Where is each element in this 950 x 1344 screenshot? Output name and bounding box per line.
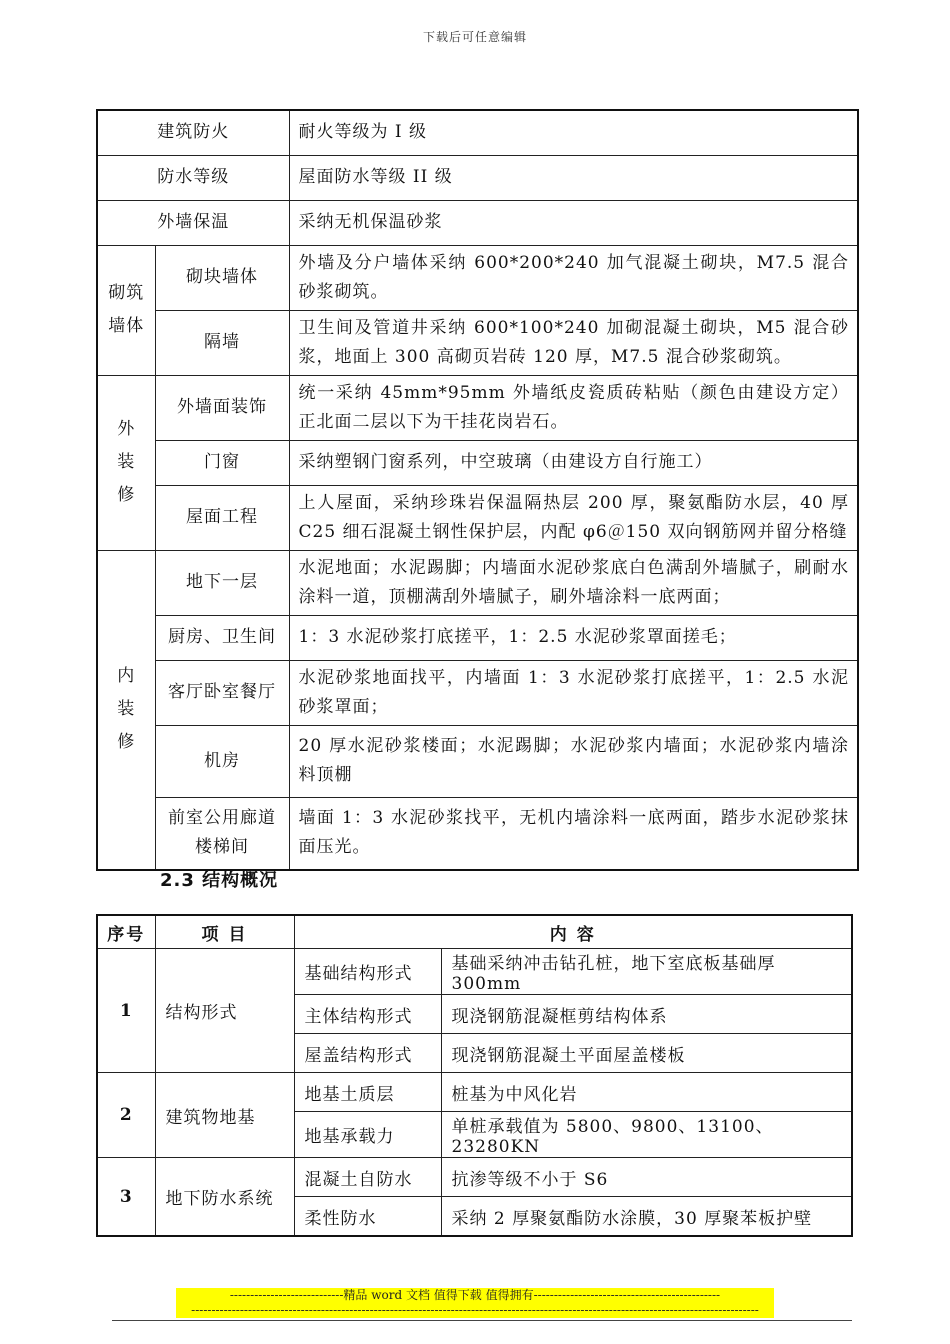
row-sub: 基础结构形式: [294, 949, 441, 995]
table-row: [97, 200, 858, 245]
group-char: 墙体: [108, 316, 145, 336]
row-value: 采纳无机保温砂浆: [289, 200, 858, 245]
row-value: 现浇钢筋混凝土平面屋盖楼板: [441, 1034, 852, 1073]
row-sub: 主体结构形式: [294, 995, 441, 1034]
row-label-line: 楼梯间: [195, 837, 249, 858]
row-value: 上人屋面，采纳珍珠岩保温隔热层 200 厚，聚氨酯防水层，40 厚 C25 细石混凝土钢性保护层，内配 φ6＠150 双向钢筋网并留分格缝: [289, 485, 858, 550]
table-row: [97, 949, 852, 995]
building-spec-table: [96, 109, 859, 871]
group-char: 内: [117, 666, 136, 687]
footer-banner-line1: ----------------------------精品 word 文档 值得下载 值得拥有----------------------------------------------: [176, 1288, 774, 1303]
row-label: 建筑防火: [97, 110, 289, 155]
row-label: 隔墙: [155, 310, 289, 375]
footer-banner-line2: --------------------------------------------------------------------------------------------------------------------------------------------: [176, 1303, 774, 1318]
structure-overview-table: [96, 914, 853, 1237]
row-value: 1：3 水泥砂浆打底搓平，1：2.5 水泥砂浆罩面搓毛；: [289, 615, 858, 660]
table-row: [97, 245, 858, 310]
row-value: 外墙及分户墙体采纳 600*200*240 加气混凝土砌块，M7.5 混合砂浆砌筑。: [289, 245, 858, 310]
row-value: 基础采纳冲击钻孔桩，地下室底板基础厚 300mm: [441, 949, 852, 995]
row-value: 耐火等级为 I 级: [289, 110, 858, 155]
row-sub: 地基承载力: [294, 1112, 441, 1158]
section-title: 2.3 结构概况: [160, 870, 279, 891]
row-label: 门窗: [155, 440, 289, 485]
footer-divider: [112, 1320, 852, 1321]
group-char: 修: [117, 732, 136, 753]
table-row: [97, 110, 858, 155]
table-row: [97, 155, 858, 200]
row-label: 砌块墙体: [155, 245, 289, 310]
row-sub: 混凝土自防水: [294, 1158, 441, 1197]
table-row: [97, 375, 858, 440]
row-label: 机房: [155, 725, 289, 797]
row-label: 客厅卧室餐厅: [155, 660, 289, 725]
row-sub: 屋盖结构形式: [294, 1034, 441, 1073]
row-label: 外墙保温: [97, 200, 289, 245]
group-label-masonry: [97, 245, 155, 375]
table-header-row: [97, 915, 852, 949]
row-label: 防水等级: [97, 155, 289, 200]
row-item: 结构形式: [155, 949, 294, 1073]
table-row: [97, 310, 858, 375]
group-label-exterior: [97, 375, 155, 550]
row-label: 屋面工程: [155, 485, 289, 550]
row-number: 2: [97, 1073, 155, 1158]
row-value: 屋面防水等级 II 级: [289, 155, 858, 200]
row-value: 采纳塑钢门窗系列，中空玻璃（由建设方自行施工）: [289, 440, 858, 485]
group-label-interior: [97, 550, 155, 870]
group-char: 砌筑: [108, 283, 145, 303]
row-value: 卫生间及管道井采纳 600*100*240 加砌混凝土砌块，M5 混合砂浆，地面上 300 高砌页岩砖 120 厚，M7.5 混合砂浆砌筑。: [289, 310, 858, 375]
row-item: 地下防水系统: [155, 1158, 294, 1237]
row-value: 统一采纳 45mm*95mm 外墙纸皮瓷质砖粘贴（颜色由建设方定）正北面二层以下为干挂花岗岩石。: [289, 375, 858, 440]
row-label: 外墙面装饰: [155, 375, 289, 440]
table-row: [97, 797, 858, 870]
row-value: 墙面 1：3 水泥砂浆找平，无机内墙涂料一底两面，踏步水泥砂浆抹面压光。: [289, 797, 858, 870]
row-label: [155, 797, 289, 870]
group-char: 装: [117, 452, 136, 472]
table-row: [97, 1158, 852, 1197]
table-row: [97, 550, 858, 615]
table-row: [97, 615, 858, 660]
row-value: 抗渗等级不小于 S6: [441, 1158, 852, 1197]
row-label-line: 前室公用廊道: [168, 808, 276, 829]
row-value: 水泥砂浆地面找平，内墙面 1：3 水泥砂浆打底搓平，1：2.5 水泥砂浆罩面；: [289, 660, 858, 725]
table-row: [97, 440, 858, 485]
row-number: 1: [97, 949, 155, 1073]
table-row: [97, 660, 858, 725]
row-value: 采纳 2 厚聚氨酯防水涂膜，30 厚聚苯板护壁: [441, 1197, 852, 1237]
col-header-content: 内 容: [294, 915, 852, 949]
row-value: 桩基为中风化岩: [441, 1073, 852, 1112]
row-number: 3: [97, 1158, 155, 1237]
table-row: [97, 1073, 852, 1112]
table-row: [97, 725, 858, 797]
col-header-item: 项 目: [155, 915, 294, 949]
row-label: 地下一层: [155, 550, 289, 615]
row-value: 水泥地面；水泥踢脚；内墙面水泥砂浆底白色满刮外墙腻子，刷耐水涂料一道，顶棚满刮外墙腻子，刷外墙涂料一底两面；: [289, 550, 858, 615]
col-header-no: 序号: [97, 915, 155, 949]
row-label: 厨房、卫生间: [155, 615, 289, 660]
row-value: 单桩承载值为 5800、9800、13100、23280KN: [441, 1112, 852, 1158]
page-header: 下载后可任意编辑: [422, 30, 527, 44]
row-sub: 柔性防水: [294, 1197, 441, 1237]
group-char: 修: [117, 485, 136, 505]
group-char: 外: [117, 419, 136, 439]
row-value: 现浇钢筋混凝框剪结构体系: [441, 995, 852, 1034]
row-value: 20 厚水泥砂浆楼面；水泥踢脚；水泥砂浆内墙面；水泥砂浆内墙涂料顶棚: [289, 725, 858, 797]
row-sub: 地基土质层: [294, 1073, 441, 1112]
table-row: [97, 485, 858, 550]
row-item: 建筑物地基: [155, 1073, 294, 1158]
group-char: 装: [117, 699, 136, 720]
